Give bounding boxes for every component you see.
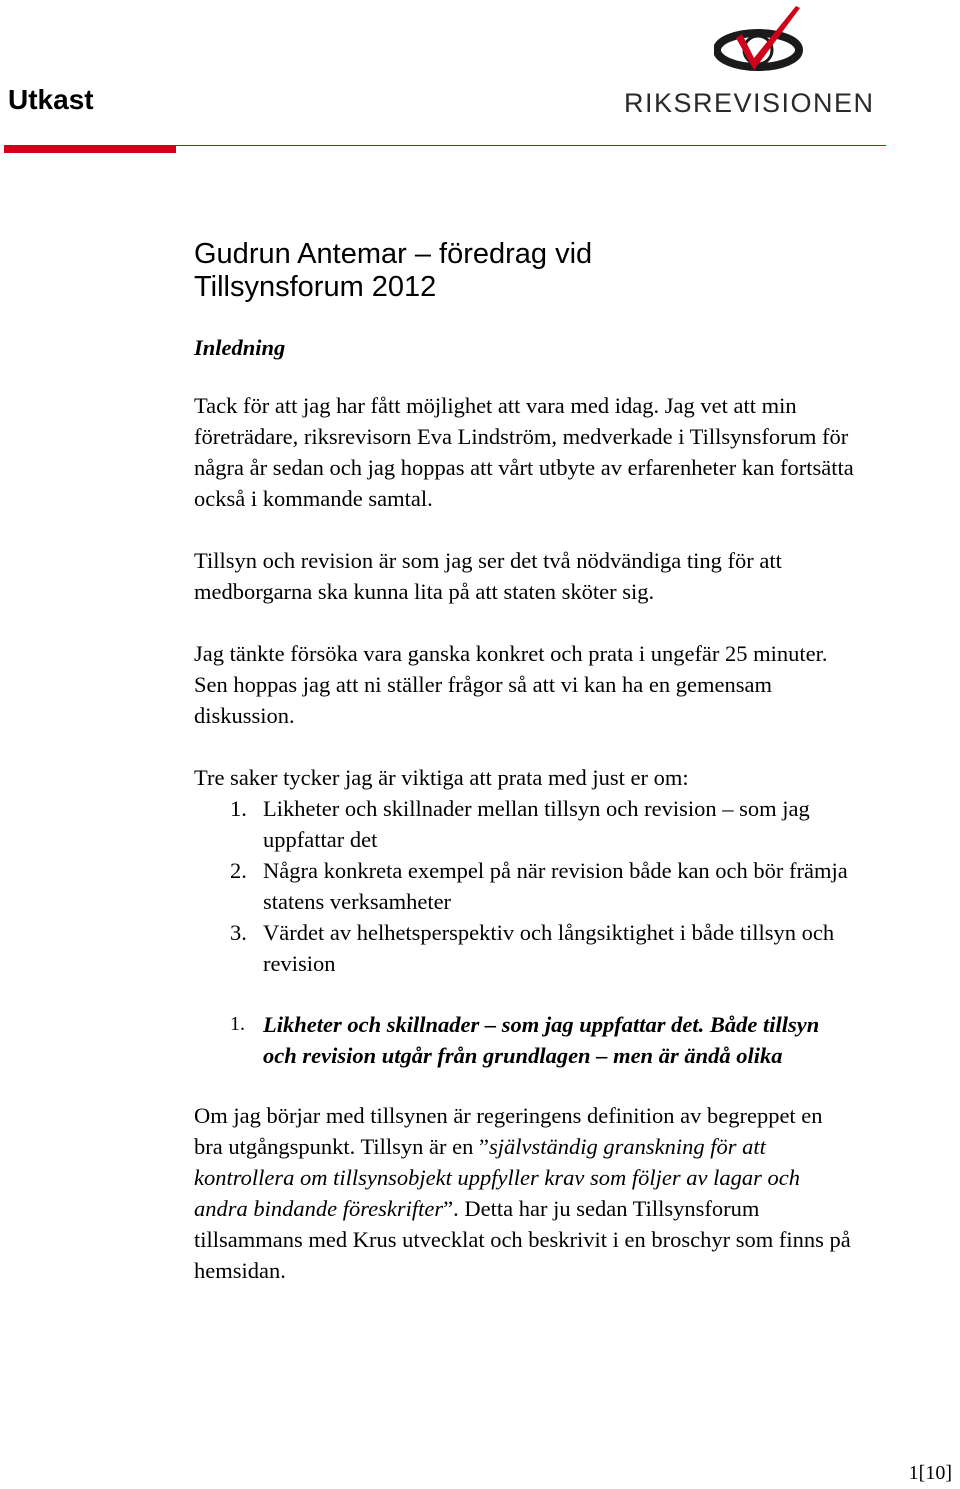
title-line-1: Gudrun Antemar – föredrag vid xyxy=(194,238,593,270)
document-title xyxy=(194,238,854,304)
list-text: Några konkreta exempel på när revision både kan och bör främja statens verksamheter xyxy=(263,858,848,914)
definition-quote: självständig granskning för att kontrollera om tillsynsobjekt uppfyller krav som följer av lagar och andra bindande föreskrifter xyxy=(194,1134,800,1221)
list-intro: Tre saker tycker jag är viktiga att prata med just er om: xyxy=(194,765,689,790)
list-number: 1. xyxy=(230,796,247,821)
header-accent-bar xyxy=(4,145,176,153)
section-number: 1. xyxy=(230,1013,245,1035)
document-body xyxy=(194,238,854,1317)
paragraph-text: ”. Detta har ju sedan Tillsynsforum tillsammans med Krus utvecklat och beskrivit i en broschyr som finns på hemsidan. xyxy=(194,1196,851,1283)
paragraph-intro: Tack för att jag har fått möjlighet att vara med idag. Jag vet att min företrädare, riksrevisorn Eva Lindström, medverkade i Tillsynsforum för några år sedan och jag hoppas att vårt utbyte av erfarenheter kan fortsätta också i kommande samtal. xyxy=(194,393,854,511)
topic-list xyxy=(194,793,854,979)
logo-wordmark: RIKSREVISIONEN xyxy=(624,88,875,118)
paragraph-text: Om jag börjar med tillsynen är regeringens definition av begreppet en bra utgångspunkt. Tillsyn är en ” xyxy=(194,1103,823,1159)
paragraph-definition xyxy=(194,1100,854,1286)
title-line-2: Tillsynsforum 2012 xyxy=(194,271,437,303)
section-heading-1 xyxy=(194,1009,854,1071)
list-item xyxy=(194,917,854,979)
section-heading: Inledning xyxy=(194,335,286,360)
riksrevisionen-logo xyxy=(620,4,880,120)
list-item xyxy=(194,855,854,917)
draft-watermark: Utkast xyxy=(8,84,94,115)
section-heading-text: Likheter och skillnader – som jag uppfattar det. Både tillsyn och revision utgår från grundlagen – men är ändå olika xyxy=(263,1012,820,1068)
logo-checkmark-icon xyxy=(714,4,814,88)
page-number: 1[10] xyxy=(908,1462,952,1484)
list-text: Värdet av helhetsperspektiv och långsiktighet i både tillsyn och revision xyxy=(263,920,835,976)
list-text: Likheter och skillnader mellan tillsyn och revision – som jag uppfattar det xyxy=(263,796,810,852)
paragraph-plan: Jag tänkte försöka vara ganska konkret och prata i ungefär 25 minuter. Sen hoppas jag att ni ställer frågor så att vi kan ha en gemensam diskussion. xyxy=(194,641,828,728)
paragraph-tillsyn: Tillsyn och revision är som jag ser det två nödvändiga ting för att medborgarna ska kunna lita på att staten sköter sig. xyxy=(194,548,782,604)
list-number: 2. xyxy=(230,858,247,883)
list-item xyxy=(194,793,854,855)
list-number: 3. xyxy=(230,920,247,945)
